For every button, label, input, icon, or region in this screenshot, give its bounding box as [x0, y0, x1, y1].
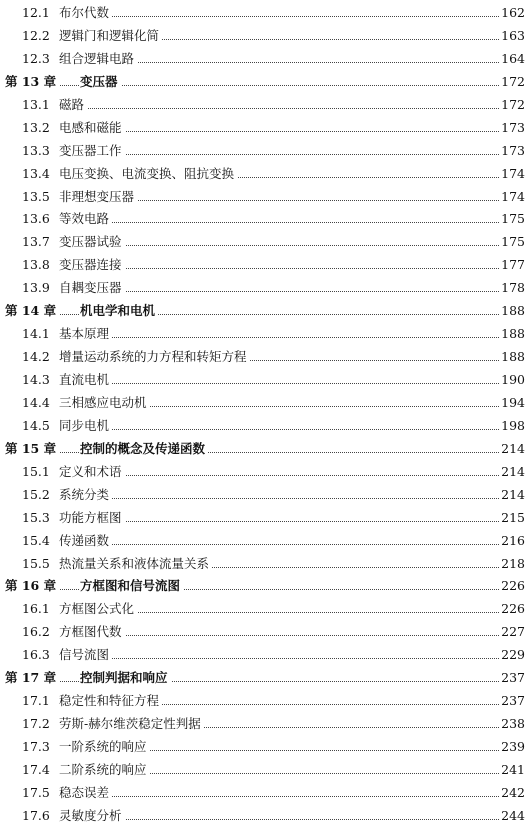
chapter-title: 方框图和信号流图	[80, 575, 183, 598]
toc-section-row	[0, 254, 531, 277]
page-number: 214	[501, 484, 525, 507]
page-number: 237	[501, 667, 525, 690]
section-number: 14.4	[22, 394, 50, 410]
chapter-title: 变压器	[80, 71, 121, 94]
dot-leader	[60, 85, 499, 86]
page-number: 188	[501, 346, 525, 369]
toc-section-row	[0, 484, 531, 507]
toc-chapter-row	[0, 300, 531, 323]
section-number: 13.7	[22, 234, 50, 250]
toc-section-row	[0, 507, 531, 530]
section-number: 15.2	[22, 486, 50, 502]
dot-leader	[60, 222, 499, 223]
page-number: 164	[501, 48, 525, 71]
section-title: 稳态误差	[59, 782, 112, 805]
section-number: 15.3	[22, 509, 50, 525]
section-title: 逻辑门和逻辑化简	[59, 25, 162, 48]
toc-chapter-row	[0, 667, 531, 690]
toc-section-row	[0, 186, 531, 209]
chapter-number: 第 17 章	[5, 670, 57, 686]
section-title: 组合逻辑电路	[59, 48, 137, 71]
section-number: 15.5	[22, 555, 50, 571]
section-number: 12.2	[22, 27, 50, 43]
section-title: 方框图代数	[59, 621, 125, 644]
toc-section-row	[0, 392, 531, 415]
section-number: 13.5	[22, 188, 50, 204]
toc-section-row	[0, 736, 531, 759]
section-number: 14.1	[22, 326, 50, 342]
section-title: 传递函数	[59, 530, 112, 553]
page-number: 172	[501, 71, 525, 94]
toc-section-row	[0, 415, 531, 438]
dot-leader	[60, 635, 499, 636]
page-number: 173	[501, 117, 525, 140]
section-number: 16.1	[22, 601, 50, 617]
toc-section-row	[0, 530, 531, 553]
section-number: 13.6	[22, 211, 50, 227]
page-number: 214	[501, 438, 525, 461]
section-title: 一阶系统的响应	[59, 736, 150, 759]
page-number: 214	[501, 461, 525, 484]
dot-leader	[60, 16, 499, 17]
section-number: 13.9	[22, 280, 50, 296]
page-number: 178	[501, 277, 525, 300]
section-number: 12.1	[22, 5, 50, 20]
toc-section-row	[0, 277, 531, 300]
page-number: 242	[501, 782, 525, 805]
dot-leader	[60, 521, 499, 522]
dot-leader	[60, 383, 499, 384]
page-number: 215	[501, 507, 525, 530]
section-title: 定义和术语	[59, 461, 125, 484]
page-number: 238	[501, 713, 525, 736]
toc-section-row	[0, 323, 531, 346]
page-number: 226	[501, 575, 525, 598]
page-number: 218	[501, 553, 525, 576]
section-title: 变压器试验	[59, 231, 125, 254]
page-number: 174	[501, 163, 525, 186]
page-number: 175	[501, 231, 525, 254]
dot-leader	[60, 658, 499, 659]
toc-section-row	[0, 25, 531, 48]
toc-chapter-row	[0, 438, 531, 461]
section-number: 16.2	[22, 624, 50, 640]
toc-section-row	[0, 759, 531, 782]
section-number: 12.3	[22, 50, 50, 66]
section-number: 14.3	[22, 372, 50, 387]
page-number: 241	[501, 759, 525, 782]
toc-chapter-row	[0, 71, 531, 94]
page-number: 163	[501, 25, 525, 48]
toc-section-row	[0, 553, 531, 576]
toc-section-row	[0, 208, 531, 231]
section-title: 信号流图	[59, 644, 112, 667]
section-number: 13.1	[22, 96, 50, 112]
section-title: 功能方框图	[59, 507, 125, 530]
dot-leader	[60, 819, 499, 820]
toc-section-row	[0, 782, 531, 805]
toc-section-row	[0, 644, 531, 667]
section-number: 17.3	[22, 739, 50, 754]
toc-section-row	[0, 598, 531, 621]
chapter-title: 控制判据和响应	[80, 667, 171, 690]
page-number: 194	[501, 392, 525, 415]
section-title: 布尔代数	[59, 2, 112, 25]
page-number: 172	[501, 94, 525, 117]
page-number: 175	[501, 208, 525, 231]
section-number: 15.4	[22, 532, 50, 548]
section-number: 13.8	[22, 257, 50, 273]
page-number: 216	[501, 530, 525, 553]
page-number: 173	[501, 140, 525, 163]
toc-section-row	[0, 117, 531, 140]
dot-leader	[60, 268, 499, 269]
toc-section-row	[0, 94, 531, 117]
section-title: 基本原理	[59, 323, 112, 346]
section-title: 增量运动系统的力方程和转矩方程	[59, 346, 250, 369]
dot-leader	[60, 131, 499, 132]
page-number: 226	[501, 598, 525, 621]
section-number: 17.2	[22, 716, 50, 732]
toc-section-row	[0, 690, 531, 713]
toc-section-row	[0, 621, 531, 644]
page-number: 188	[501, 323, 525, 346]
page-number: 162	[501, 2, 525, 25]
section-title: 稳定性和特征方程	[59, 690, 162, 713]
dot-leader	[60, 108, 499, 109]
dot-leader	[60, 337, 499, 338]
toc-section-row	[0, 140, 531, 163]
page-number: 227	[501, 621, 525, 644]
dot-leader	[60, 498, 499, 499]
dot-leader	[60, 475, 499, 476]
toc-section-row	[0, 346, 531, 369]
toc-section-row	[0, 163, 531, 186]
section-number: 13.3	[22, 142, 50, 158]
section-title: 系统分类	[59, 484, 112, 507]
section-title: 非理想变压器	[59, 186, 137, 209]
section-title: 磁路	[59, 94, 87, 117]
toc-section-row	[0, 231, 531, 254]
toc-chapter-row	[0, 575, 531, 598]
section-title: 同步电机	[59, 415, 112, 438]
page-number: 190	[501, 369, 525, 392]
chapter-number: 第 16 章	[5, 578, 57, 594]
section-title: 变压器工作	[59, 140, 125, 163]
page-number: 237	[501, 690, 525, 713]
toc-section-row	[0, 2, 531, 25]
section-title: 变压器连接	[59, 254, 125, 277]
chapter-number: 第 14 章	[5, 303, 57, 319]
section-number: 13.4	[22, 165, 50, 181]
section-number: 17.4	[22, 761, 50, 777]
section-title: 二阶系统的响应	[59, 759, 150, 782]
page-number: 174	[501, 186, 525, 209]
page-number: 229	[501, 644, 525, 667]
section-title: 自耦变压器	[59, 277, 125, 300]
section-title: 电感和磁能	[59, 117, 125, 140]
chapter-title: 机电学和电机	[80, 300, 158, 323]
dot-leader	[60, 544, 499, 545]
section-title: 灵敏度分析	[59, 805, 125, 828]
page-number: 188	[501, 300, 525, 323]
section-title: 三相感应电动机	[59, 392, 150, 415]
section-title: 劳斯-赫尔维茨稳定性判据	[59, 713, 204, 736]
section-number: 17.1	[22, 693, 50, 709]
page-number: 198	[501, 415, 525, 438]
section-number: 16.3	[22, 647, 50, 663]
section-title: 直流电机	[59, 369, 112, 392]
section-title: 电压变换、电流变换、阻抗变换	[59, 163, 237, 186]
section-number: 14.2	[22, 349, 50, 365]
section-number: 14.5	[22, 417, 50, 433]
section-title: 热流量关系和液体流量关系	[59, 553, 212, 576]
toc-section-row	[0, 48, 531, 71]
page-number: 177	[501, 254, 525, 277]
chapter-number: 第 13 章	[5, 73, 57, 89]
section-number: 13.2	[22, 119, 50, 135]
dot-leader	[60, 245, 499, 246]
section-number: 17.6	[22, 807, 50, 823]
toc-section-row	[0, 369, 531, 392]
toc-section-row	[0, 461, 531, 484]
toc-section-row	[0, 805, 531, 828]
chapter-number: 第 15 章	[5, 440, 57, 456]
dot-leader	[60, 796, 499, 797]
section-number: 15.1	[22, 463, 50, 479]
chapter-title: 控制的概念及传递函数	[80, 438, 208, 461]
dot-leader	[60, 429, 499, 430]
section-number: 17.5	[22, 784, 50, 800]
page-number: 244	[501, 805, 525, 828]
dot-leader	[60, 291, 499, 292]
page-number: 239	[501, 736, 525, 759]
dot-leader	[60, 154, 499, 155]
section-title: 等效电路	[59, 208, 112, 231]
section-title: 方框图公式化	[59, 598, 137, 621]
